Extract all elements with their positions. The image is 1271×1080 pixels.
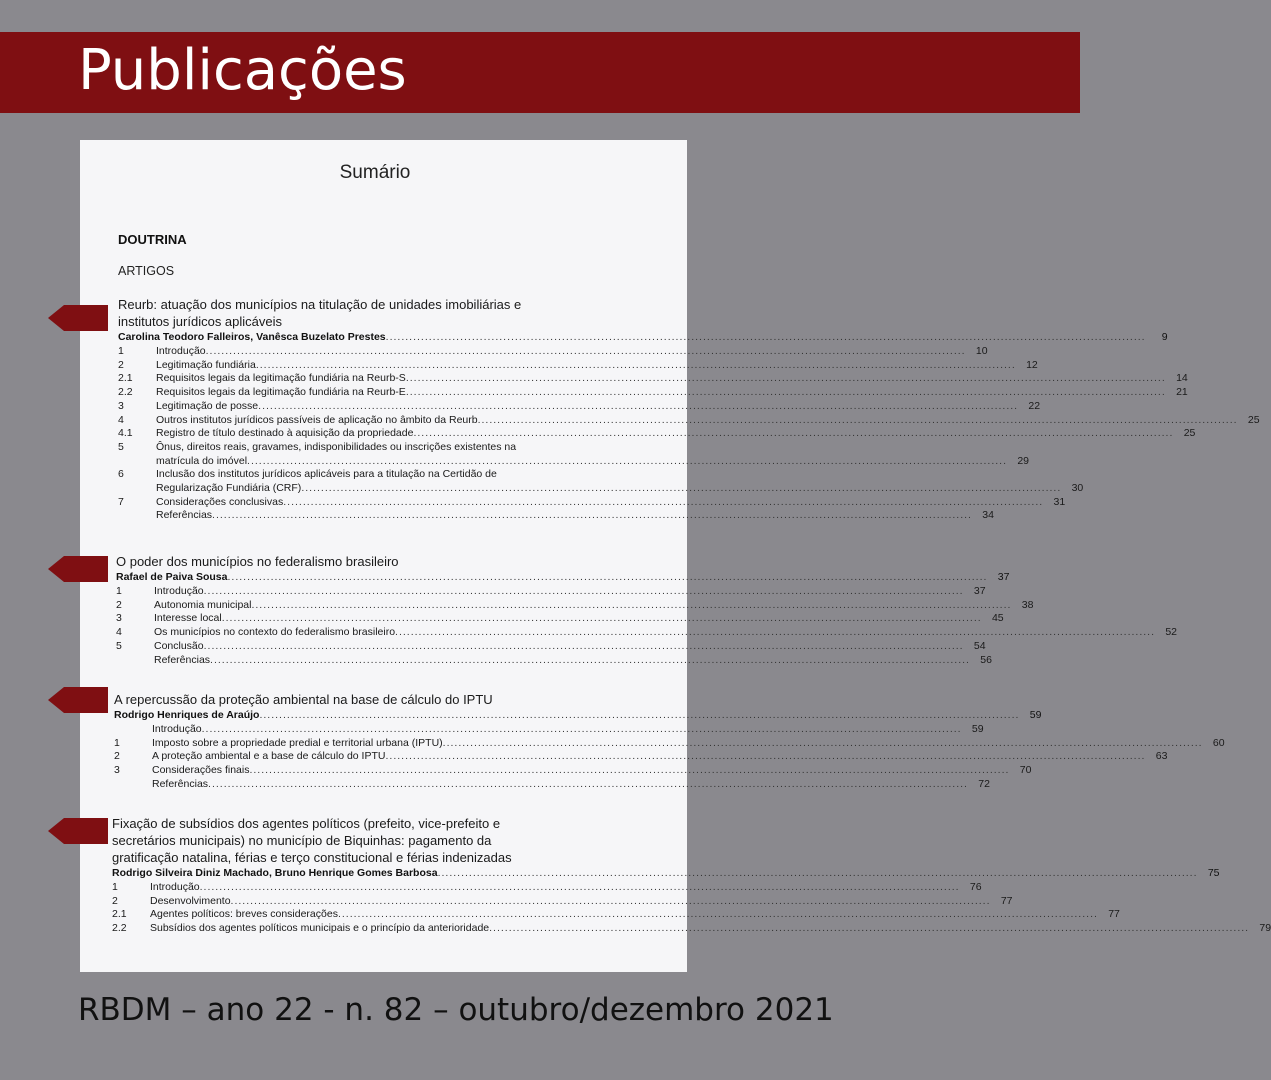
entry-page: 31 xyxy=(1053,495,1066,508)
entry-page: 22 xyxy=(1028,399,1041,412)
article-authors xyxy=(114,708,1042,722)
dot-leader xyxy=(338,908,1098,922)
article-authors xyxy=(118,330,1168,344)
entry-page: 25 xyxy=(1183,427,1196,440)
footer-citation: RBDM – ano 22 - n. 82 – outubro/dezembro 2021 xyxy=(78,992,834,1028)
entry-label: Introdução xyxy=(154,585,204,597)
entry-number: 1 xyxy=(118,345,124,357)
entry-page: 25 xyxy=(1247,413,1260,426)
toc-entry xyxy=(118,495,1066,510)
entry-number: 2 xyxy=(114,750,120,763)
entry-label-continued: matrícula do imóvel xyxy=(156,454,248,467)
entry-number: 2 xyxy=(116,598,122,611)
toc-entry xyxy=(116,598,1034,613)
toc-entry xyxy=(118,345,988,359)
entry-label: Desenvolvimento xyxy=(150,894,231,907)
entry-number: 1 xyxy=(116,585,122,597)
dot-leader xyxy=(204,640,964,654)
entry-number: 2.2 xyxy=(112,922,127,935)
article-authors xyxy=(116,570,1010,584)
entry-label: Referências xyxy=(154,653,211,666)
toc-article xyxy=(112,815,1271,936)
entry-label-continued: Regularização Fundiária (CRF) xyxy=(156,482,302,495)
article-title: O poder dos municípios no federalismo brasileiro xyxy=(116,554,399,569)
entry-label: Imposto sobre a propriedade predial e territorial urbana (IPTU) xyxy=(152,736,443,749)
entry-label: Registro de título destinado à aquisição da propriedade xyxy=(156,427,414,440)
dot-leader xyxy=(227,570,987,584)
entry-page: 21 xyxy=(1176,386,1188,399)
toc-entry xyxy=(118,358,1038,373)
article-page: 9 xyxy=(1161,331,1168,343)
entry-label: Autonomia municipal xyxy=(154,598,252,611)
dot-leader xyxy=(259,708,1019,722)
dot-leader xyxy=(413,427,1173,441)
header-banner xyxy=(0,32,1080,113)
toc-entry xyxy=(116,653,992,668)
entry-page: 37 xyxy=(973,585,986,597)
entry-page: 63 xyxy=(1155,750,1168,763)
toc-entry xyxy=(116,639,986,654)
entry-page: 76 xyxy=(969,881,982,893)
toc-entry xyxy=(114,777,990,792)
banner-title: Publicações xyxy=(78,38,407,103)
article-authors xyxy=(112,866,1220,880)
entry-number: 6 xyxy=(118,468,124,481)
toc-entry xyxy=(118,399,1041,414)
dot-leader xyxy=(231,895,991,909)
toc-entry xyxy=(116,626,1177,640)
document-page xyxy=(80,140,1271,972)
entry-label: Referências xyxy=(152,777,209,790)
entry-number: 4 xyxy=(118,413,124,426)
toc-entry xyxy=(118,468,1084,495)
dot-leader xyxy=(208,778,968,792)
entry-label: Inclusão dos institutos jurídicos aplicáveis para a titulação na Certidão de xyxy=(156,468,497,481)
dot-leader xyxy=(386,330,1146,344)
entry-page: 79 xyxy=(1259,922,1271,935)
entry-page: 72 xyxy=(978,777,990,790)
entry-page: 45 xyxy=(991,612,1004,625)
entry-page: 52 xyxy=(1165,626,1177,639)
entry-page: 14 xyxy=(1176,372,1188,385)
dot-leader xyxy=(443,737,1203,751)
toc-entry xyxy=(118,386,1188,400)
article-title: A repercussão da proteção ambiental na base de cálculo do IPTU xyxy=(114,692,493,707)
toc-article xyxy=(118,296,1260,523)
entry-label: Os municípios no contexto do federalismo brasileiro xyxy=(154,626,396,639)
toc-entry xyxy=(112,908,1120,922)
dot-leader xyxy=(200,881,960,895)
entry-page: 12 xyxy=(1026,358,1038,371)
dot-leader xyxy=(210,654,970,668)
toc-entry xyxy=(116,612,1004,626)
entry-label: Introdução xyxy=(152,723,202,735)
dot-leader xyxy=(222,612,982,626)
article-page: 75 xyxy=(1207,867,1220,879)
entry-label: Outros institutos jurídicos passíveis de aplicação no âmbito da Reurb xyxy=(156,413,478,426)
author-names: Rafael de Paiva Sousa xyxy=(116,571,228,583)
entry-label: Introdução xyxy=(156,345,206,357)
dot-leader xyxy=(406,372,1166,386)
toc-entry xyxy=(114,764,1032,778)
entry-number: 4.1 xyxy=(118,427,133,440)
entry-page: 77 xyxy=(1000,894,1013,907)
entry-number: 7 xyxy=(118,495,124,508)
entry-number xyxy=(116,654,154,668)
dot-leader xyxy=(249,764,1009,778)
article-title: Fixação de subsídios dos agentes políticos (prefeito, vice-prefeito e secretários municipais) no município de Biquinhas: pagamento da gratificação natalina, férias e terço constitucional e férias indenizadas xyxy=(112,816,512,865)
toc-entry xyxy=(112,922,1271,936)
entry-label: Considerações conclusivas xyxy=(156,495,284,508)
entry-number xyxy=(118,509,156,523)
entry-page: 10 xyxy=(975,345,988,357)
dot-leader xyxy=(478,414,1238,428)
entry-label: Introdução xyxy=(150,881,200,893)
entry-page: 70 xyxy=(1019,764,1032,777)
toc-article xyxy=(116,553,1177,667)
article-title: Reurb: atuação dos municípios na titulação de unidades imobiliárias e institutos jurídicos aplicáveis xyxy=(118,297,522,329)
article-marker-arrow xyxy=(48,687,108,713)
toc-article xyxy=(114,691,1225,792)
entry-page: 34 xyxy=(982,509,994,522)
entry-number: 2.1 xyxy=(118,372,133,385)
entry-number xyxy=(114,778,152,792)
article-marker-arrow xyxy=(48,556,108,582)
dot-leader xyxy=(438,866,1198,880)
entry-label: Considerações finais xyxy=(152,764,250,777)
toc-entry xyxy=(114,736,1225,751)
author-names: Carolina Teodoro Falleiros, Vanêsca Buzelato Prestes xyxy=(118,331,386,343)
entry-page: 60 xyxy=(1212,736,1225,749)
entry-number: 3 xyxy=(114,764,120,777)
dot-leader xyxy=(301,482,1061,496)
section-heading: DOUTRINA xyxy=(118,232,187,247)
toc-entry xyxy=(116,585,986,599)
entry-number: 2 xyxy=(112,894,118,907)
entry-number xyxy=(114,723,152,737)
toc-entry xyxy=(118,440,1029,468)
entry-label: Ônus, direitos reais, gravames, indisponibilidades ou inscrições existentes na xyxy=(156,440,517,453)
article-marker-arrow xyxy=(48,818,108,844)
entry-label: Legitimação de posse xyxy=(156,399,259,412)
entry-page: 29 xyxy=(1017,454,1029,467)
dot-leader xyxy=(206,345,966,359)
article-page: 59 xyxy=(1029,709,1042,721)
dot-leader xyxy=(204,585,964,599)
entry-number: 3 xyxy=(118,399,124,412)
entry-label: Legitimação fundiária xyxy=(156,358,256,371)
dot-leader xyxy=(251,599,1011,613)
entry-label: Agentes políticos: breves considerações xyxy=(150,908,338,921)
dot-leader xyxy=(406,386,1166,400)
entry-label: Interesse local xyxy=(154,612,222,625)
entry-label: Referências xyxy=(156,509,213,522)
article-page: 37 xyxy=(997,571,1010,583)
article-marker-arrow xyxy=(48,305,108,331)
toc-entry xyxy=(112,894,1013,909)
toc-entry xyxy=(112,881,982,895)
entry-page: 77 xyxy=(1108,908,1120,921)
dot-leader xyxy=(256,359,1016,373)
entry-number: 5 xyxy=(118,440,124,453)
entry-number: 1 xyxy=(114,736,120,749)
entry-number: 3 xyxy=(116,612,122,625)
entry-page: 30 xyxy=(1071,482,1084,495)
entry-page: 59 xyxy=(971,723,984,735)
toc-entry xyxy=(118,413,1260,428)
dot-leader xyxy=(212,509,972,523)
toc-entry xyxy=(118,427,1196,441)
entry-label: Requisitos legais da legitimação fundiária na Reurb-E xyxy=(156,386,406,399)
author-names: Rodrigo Silveira Diniz Machado, Bruno Henrique Gomes Barbosa xyxy=(112,867,438,879)
dot-leader xyxy=(202,723,962,737)
dot-leader xyxy=(489,922,1249,936)
page-title: Sumário xyxy=(339,162,411,183)
entry-page: 56 xyxy=(980,653,992,666)
entry-label: A proteção ambiental e a base de cálculo do IPTU xyxy=(152,750,386,763)
dot-leader xyxy=(385,750,1145,764)
toc-entry xyxy=(118,372,1188,386)
toc-entry xyxy=(114,723,984,737)
entry-number: 2 xyxy=(118,358,124,371)
entry-page: 54 xyxy=(973,639,986,652)
toc-entry xyxy=(114,750,1168,764)
entry-number: 2.1 xyxy=(112,908,127,921)
entry-label: Requisitos legais da legitimação fundiária na Reurb-S xyxy=(156,372,406,385)
entry-label: Subsídios dos agentes políticos municipais e o princípio da anterioridade xyxy=(150,922,490,935)
dot-leader xyxy=(395,626,1155,640)
author-names: Rodrigo Henriques de Araújo xyxy=(114,709,260,721)
subsection-heading: ARTIGOS xyxy=(118,264,175,278)
dot-leader xyxy=(247,455,1007,469)
entry-label: Conclusão xyxy=(154,639,204,652)
entry-page: 38 xyxy=(1021,598,1034,611)
entry-number: 2.2 xyxy=(118,386,133,399)
dot-leader xyxy=(258,400,1018,414)
entry-number: 1 xyxy=(112,881,118,893)
dot-leader xyxy=(283,496,1043,510)
entry-number: 5 xyxy=(116,639,122,652)
entry-number: 4 xyxy=(116,626,122,639)
toc-entry xyxy=(118,509,994,523)
